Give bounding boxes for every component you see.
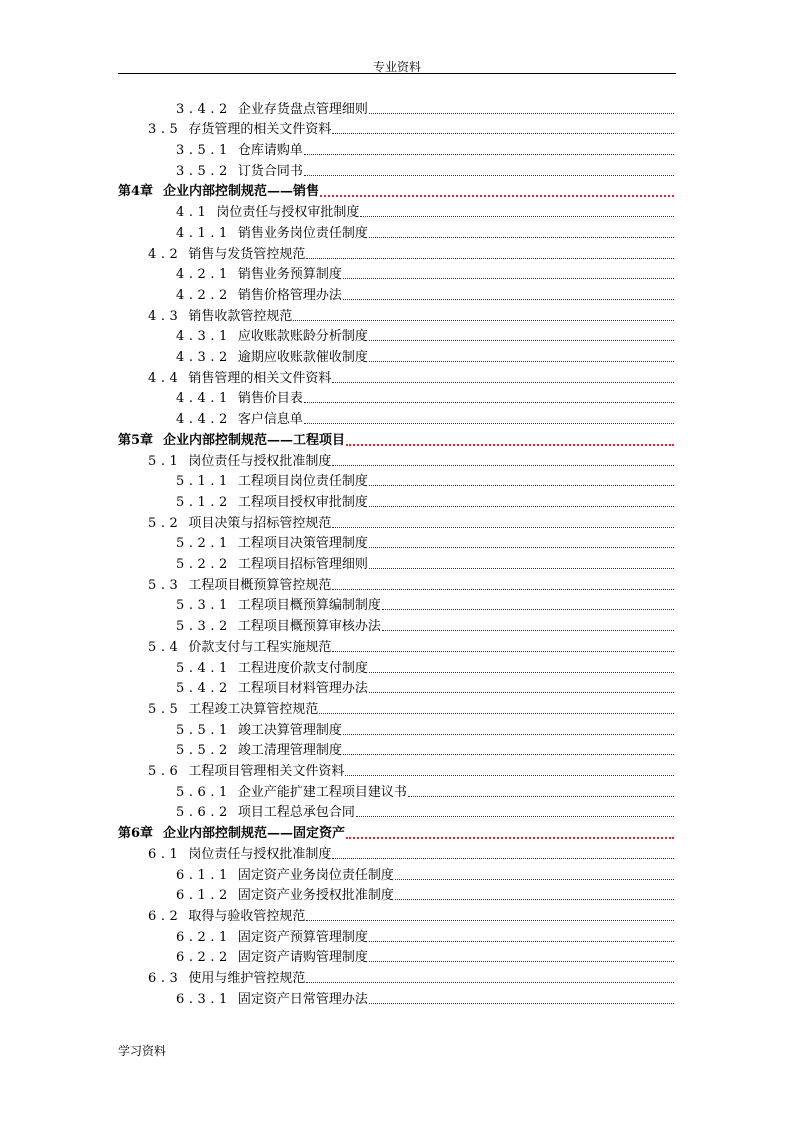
toc-dot-leader	[395, 898, 674, 900]
toc-section-entry[interactable]	[148, 510, 674, 531]
toc-dot-leader	[369, 339, 674, 341]
toc-section-entry[interactable]	[148, 241, 674, 262]
toc-entry-number: 3.4.2	[176, 101, 232, 117]
toc-dot-leader	[369, 567, 674, 569]
toc-entry-number: 4.1	[176, 205, 211, 221]
toc-dot-leader	[369, 236, 674, 238]
toc-subsection-entry[interactable]	[176, 924, 674, 945]
toc-dot-leader	[382, 608, 674, 610]
toc-dot-leader	[369, 940, 674, 942]
toc-section-entry[interactable]	[176, 200, 674, 221]
toc-dot-leader	[369, 360, 674, 362]
toc-section-entry[interactable]	[148, 965, 674, 986]
toc-entry-number: 4.2.1	[176, 267, 232, 283]
toc-entry-number: 4.4.1	[176, 391, 232, 407]
toc-section-entry[interactable]	[148, 572, 674, 593]
toc-dot-leader	[369, 484, 674, 486]
toc-entry-title: 客户信息单	[237, 412, 303, 428]
toc-entry-number: 4.4	[148, 370, 183, 386]
toc-entry-number: 5.2	[148, 515, 183, 531]
toc-subsection-entry[interactable]	[176, 386, 674, 407]
toc-dot-leader	[343, 298, 674, 300]
toc-entry-title: 逾期应收账款催收制度	[237, 350, 368, 366]
header-text: 专业资料	[372, 60, 421, 74]
toc-entry-title: 工程项目招标管理细则	[237, 557, 368, 573]
toc-dot-leader	[306, 257, 674, 259]
toc-subsection-entry[interactable]	[176, 158, 674, 179]
toc-entry-title: 订货合同书	[237, 163, 303, 179]
toc-subsection-entry[interactable]	[176, 551, 674, 572]
toc-entry-number: 4.3.1	[176, 329, 232, 345]
toc-dot-leader	[343, 733, 674, 735]
toc-entry-title: 销售价格管理办法	[237, 287, 342, 303]
toc-dot-leader	[369, 1002, 674, 1004]
toc-entry-title: 固定资产业务岗位责任制度	[237, 867, 394, 883]
toc-entry-title: 工程进度价款支付制度	[237, 660, 368, 676]
toc-entry-title: 工程竣工决算管控规范	[188, 701, 319, 717]
toc-subsection-entry[interactable]	[176, 738, 674, 759]
toc-entry-number: 6.3	[148, 971, 183, 987]
toc-entry-title: 企业内部控制规范——工程项目	[163, 432, 346, 448]
toc-dot-leader	[293, 319, 674, 321]
toc-section-entry[interactable]	[148, 903, 674, 924]
toc-entry-number: 6.1	[148, 846, 183, 862]
toc-entry-number: 5.5.2	[176, 743, 232, 759]
toc-dot-leader	[304, 401, 674, 403]
toc-chapter-entry[interactable]	[118, 179, 674, 200]
toc-dot-leader	[369, 671, 674, 673]
toc-dot-leader	[304, 153, 674, 155]
toc-entry-number: 5.6.1	[176, 784, 232, 800]
toc-entry-number: 5.5	[148, 701, 183, 717]
toc-entry-title: 价款支付与工程实施规范	[188, 639, 332, 655]
toc-subsection-entry[interactable]	[176, 531, 674, 552]
toc-entry-number: 5.3	[148, 577, 183, 593]
toc-dot-leader	[332, 857, 674, 859]
toc-dot-leader	[332, 381, 674, 383]
toc-subsection-entry[interactable]	[176, 469, 674, 490]
toc-entry-title: 固定资产预算管理制度	[237, 929, 368, 945]
toc-subsection-entry[interactable]	[176, 862, 674, 883]
toc-dot-leader	[304, 174, 674, 176]
toc-section-entry[interactable]	[148, 696, 674, 717]
toc-entry-title: 销售价目表	[237, 391, 303, 407]
toc-entry-title: 存货管理的相关文件资料	[188, 122, 332, 138]
toc-dot-leader	[332, 650, 674, 652]
toc-entry-title: 工程项目概预算编制制度	[237, 598, 381, 614]
toc-entry-title: 岗位责任与授权批准制度	[188, 846, 332, 862]
toc-subsection-entry[interactable]	[176, 676, 674, 697]
toc-subsection-entry[interactable]	[176, 407, 674, 428]
toc-entry-title: 工程项目概预算管控规范	[188, 577, 332, 593]
toc-entry-title: 应收账款账龄分析制度	[237, 329, 368, 345]
toc-entry-title: 岗位责任与授权批准制度	[188, 453, 332, 469]
toc-section-entry[interactable]	[148, 303, 674, 324]
toc-entry-title: 竣工决算管理制度	[237, 722, 342, 738]
toc-dot-leader	[346, 443, 674, 446]
toc-dot-leader	[369, 691, 674, 693]
toc-entry-title: 销售管理的相关文件资料	[188, 370, 332, 386]
toc-entry-title: 岗位责任与授权审批制度	[216, 205, 360, 221]
toc-subsection-entry[interactable]	[176, 96, 674, 117]
toc-entry-title: 企业存货盘点管理细则	[237, 101, 368, 117]
toc-subsection-entry[interactable]	[176, 324, 674, 345]
toc-entry-number: 5.5.1	[176, 722, 232, 738]
toc-dot-leader	[332, 132, 674, 134]
toc-entry-title: 工程项目材料管理办法	[237, 681, 368, 697]
toc-entry-title: 企业产能扩建工程项目建议书	[237, 784, 407, 800]
toc-subsection-entry[interactable]	[176, 489, 674, 510]
toc-dot-leader	[332, 464, 674, 466]
toc-entry-number: 4.3	[148, 308, 183, 324]
toc-dot-leader	[369, 546, 674, 548]
header-divider	[118, 73, 676, 74]
toc-subsection-entry[interactable]	[176, 655, 674, 676]
toc-entry-number: 4.1.1	[176, 225, 232, 241]
toc-entry-title: 销售收款管控规范	[188, 308, 293, 324]
toc-dot-leader	[369, 960, 674, 962]
toc-section-entry[interactable]	[148, 758, 674, 779]
toc-subsection-entry[interactable]	[176, 883, 674, 904]
toc-section-entry[interactable]	[148, 841, 674, 862]
toc-subsection-entry[interactable]	[176, 717, 674, 738]
toc-subsection-entry[interactable]	[176, 137, 674, 158]
toc-dot-leader	[345, 774, 674, 776]
toc-subsection-entry[interactable]	[176, 593, 674, 614]
toc-dot-leader	[369, 112, 674, 114]
toc-entry-title: 销售业务岗位责任制度	[237, 225, 368, 241]
toc-dot-leader	[382, 629, 674, 631]
toc-section-entry[interactable]	[148, 117, 674, 138]
toc-entry-title: 销售业务预算制度	[237, 267, 342, 283]
toc-dot-leader	[408, 795, 674, 797]
toc-entry-number: 5.1.1	[176, 474, 232, 490]
toc-dot-leader	[360, 215, 674, 217]
toc-entry-title: 工程项目决策管理制度	[237, 536, 368, 552]
toc-entry-title: 固定资产日常管理办法	[237, 991, 368, 1007]
toc-subsection-entry[interactable]	[176, 262, 674, 283]
toc-section-entry[interactable]	[148, 365, 674, 386]
toc-entry-title: 项目工程总承包合同	[237, 805, 355, 821]
footer-text: 学习资料	[118, 1044, 167, 1058]
toc-entry-title: 仓库请购单	[237, 143, 303, 159]
toc-chapter-entry[interactable]	[118, 427, 674, 448]
toc-entry-title: 企业内部控制规范——销售	[163, 184, 320, 200]
toc-entry-number: 4.2	[148, 246, 183, 262]
toc-dot-leader	[319, 712, 674, 714]
toc-subsection-entry[interactable]	[176, 344, 674, 365]
toc-entry-number: 3.5.2	[176, 163, 232, 179]
toc-subsection-entry[interactable]	[176, 614, 674, 635]
toc-entry-title: 工程项目概预算审核办法	[237, 619, 381, 635]
toc-dot-leader	[369, 505, 674, 507]
toc-subsection-entry[interactable]	[176, 220, 674, 241]
toc-subsection-entry[interactable]	[176, 945, 674, 966]
toc-entry-title: 企业内部控制规范——固定资产	[163, 826, 346, 842]
toc-dot-leader	[320, 194, 674, 197]
toc-entry-number: 5.2.1	[176, 536, 232, 552]
toc-subsection-entry[interactable]	[176, 282, 674, 303]
toc-dot-leader	[332, 526, 674, 528]
toc-entry-title: 竣工清理管理制度	[237, 743, 342, 759]
toc-entry-number: 5.1.2	[176, 494, 232, 510]
toc-entry-number: 5.4	[148, 639, 183, 655]
toc-entry-title: 销售与发货管控规范	[188, 246, 306, 262]
toc-entry-number: 5.2.2	[176, 557, 232, 573]
toc-dot-leader	[332, 588, 674, 590]
toc-subsection-entry[interactable]	[176, 800, 674, 821]
toc-dot-leader	[306, 919, 674, 921]
toc-entry-title: 工程项目管理相关文件资料	[188, 764, 345, 780]
toc-entry-number: 6.2.1	[176, 929, 232, 945]
toc-entry-number: 4.4.2	[176, 412, 232, 428]
toc-entry-number: 3.5	[148, 122, 183, 138]
toc-dot-leader	[343, 753, 674, 755]
toc-entry-title: 固定资产请购管理制度	[237, 950, 368, 966]
toc-entry-number: 第4章	[118, 184, 154, 200]
toc-entry-number: 5.3.2	[176, 619, 232, 635]
toc-chapter-entry[interactable]	[118, 821, 674, 842]
toc-subsection-entry[interactable]	[176, 779, 674, 800]
toc-entry-number: 6.2.2	[176, 950, 232, 966]
toc-section-entry[interactable]	[148, 634, 674, 655]
toc-entry-number: 5.1	[148, 453, 183, 469]
toc-dot-leader	[346, 836, 674, 839]
toc-entry-title: 取得与验收管控规范	[188, 908, 306, 924]
toc-dot-leader	[395, 878, 674, 880]
toc-entry-number: 6.1.1	[176, 867, 232, 883]
toc-section-entry[interactable]	[148, 448, 674, 469]
toc-entry-number: 5.4.2	[176, 681, 232, 697]
toc-entry-title: 工程项目岗位责任制度	[237, 474, 368, 490]
toc-entry-number: 4.2.2	[176, 287, 232, 303]
toc-dot-leader	[343, 277, 674, 279]
toc-subsection-entry[interactable]	[176, 986, 674, 1007]
toc-entry-number: 5.6	[148, 764, 183, 780]
toc-entry-title: 固定资产业务授权批准制度	[237, 888, 394, 904]
toc-entry-number: 5.3.1	[176, 598, 232, 614]
toc-dot-leader	[306, 981, 674, 983]
toc-entry-number: 4.3.2	[176, 350, 232, 366]
toc-dot-leader	[304, 422, 674, 424]
toc-entry-number: 6.3.1	[176, 991, 232, 1007]
toc-entry-number: 3.5.1	[176, 143, 232, 159]
toc-entry-number: 第5章	[118, 432, 154, 448]
toc-entry-number: 5.4.1	[176, 660, 232, 676]
toc-entry-title: 工程项目授权审批制度	[237, 494, 368, 510]
toc-entry-number: 6.1.2	[176, 888, 232, 904]
toc-entry-title: 项目决策与招标管控规范	[188, 515, 332, 531]
toc-entry-number: 5.6.2	[176, 805, 232, 821]
toc-entry-title: 使用与维护管控规范	[188, 971, 306, 987]
toc-dot-leader	[356, 815, 674, 817]
toc-entry-number: 第6章	[118, 826, 154, 842]
toc-entry-number: 6.2	[148, 908, 183, 924]
